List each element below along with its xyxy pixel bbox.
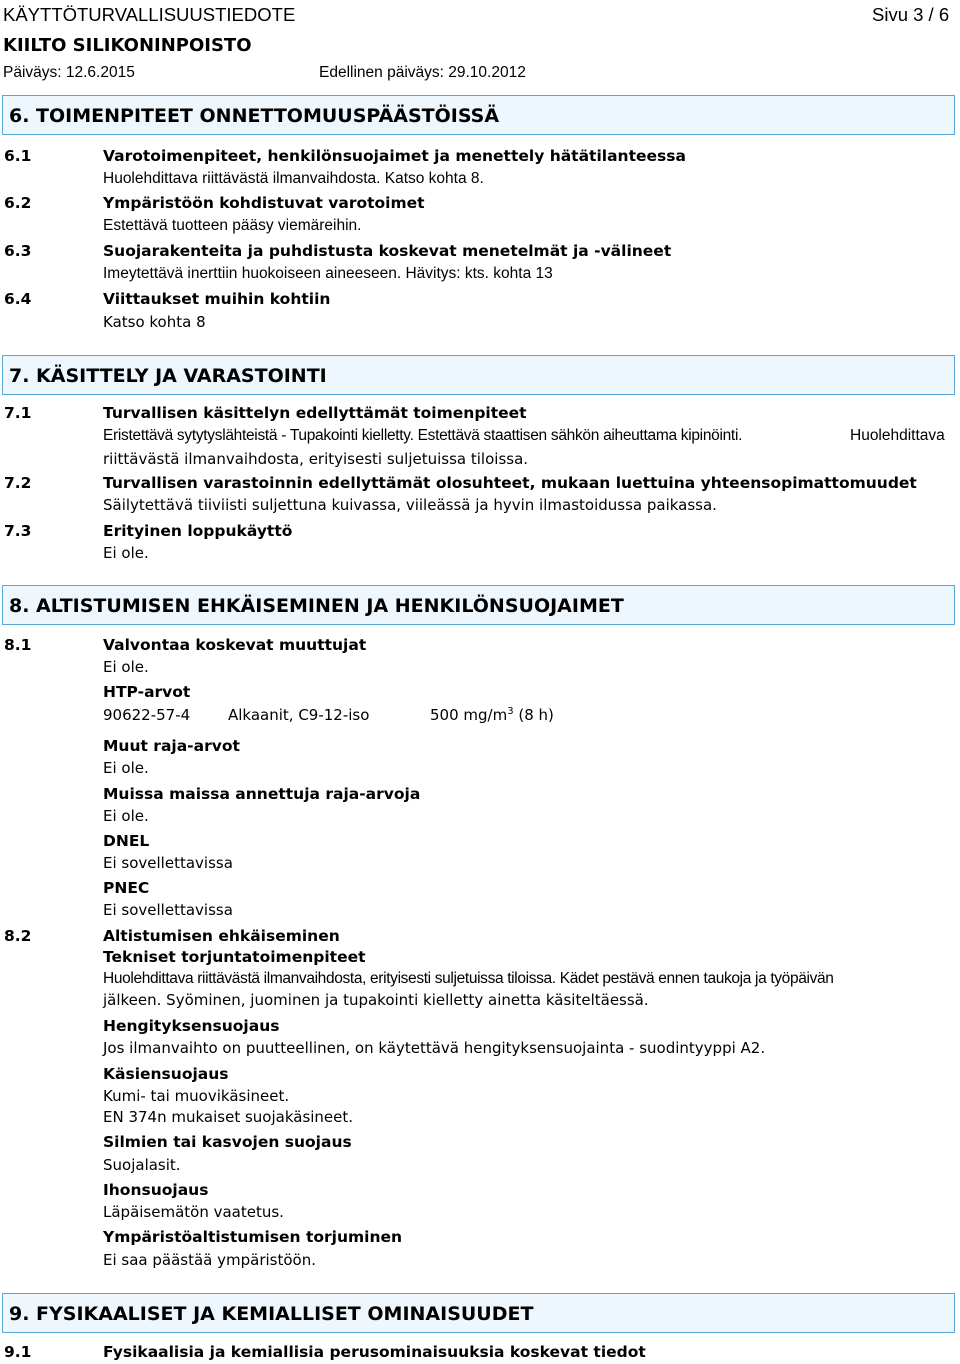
subsection-7-3-heading: Erityinen loppukäyttö [103, 522, 293, 540]
subsection-9-1-heading: Fysikaalisia ja kemiallisia perusominaisuuksia koskevat tiedot [103, 1343, 646, 1361]
ymparistoaltistuminen-text: Ei saa päästää ympäristöön. [103, 1251, 316, 1269]
htp-limit-value [430, 706, 554, 724]
date: Päiväys: 12.6.2015 [3, 64, 135, 81]
page-number: Sivu 3 / 6 [872, 4, 950, 25]
kasiensuojaus-heading: Käsiensuojaus [103, 1065, 229, 1083]
htp-value: 500 mg/m [430, 706, 508, 724]
section-7-title: 7. KÄSITTELY JA VARASTOINTI [9, 365, 327, 387]
subsection-6-2-number: 6.2 [4, 194, 32, 212]
ymparistoaltistuminen-heading: Ympäristöaltistumisen torjuminen [103, 1228, 403, 1246]
tekniset-text-line2: jälkeen. Syöminen, juominen ja tupakointi kielletty ainetta käsiteltäessä. [103, 991, 649, 1009]
muissa-maissa-heading: Muissa maissa annettuja raja-arvoja [103, 785, 421, 803]
subsection-7-2-number: 7.2 [4, 474, 32, 492]
muut-raja-arvot-heading: Muut raja-arvot [103, 737, 240, 755]
subsection-9-1-number: 9.1 [4, 1343, 32, 1361]
silmiensuojaus-text: Suojalasit. [103, 1156, 181, 1174]
silmiensuojaus-heading: Silmien tai kasvojen suojaus [103, 1133, 352, 1151]
subsection-7-3-text: Ei ole. [103, 544, 149, 562]
dnel-text: Ei sovellettavissa [103, 854, 233, 872]
kasiensuojaus-text-line1: Kumi- tai muovikäsineet. [103, 1087, 290, 1105]
htp-unit-exponent: 3 [507, 706, 514, 717]
htp-time: (8 h) [513, 706, 554, 724]
tekniset-text-line1: Huolehdittava riittävästä ilmanvaihdosta, erityisesti suljetuissa tiloissa. Kädet pestävä ennen taukoja ja työpäivän [103, 970, 834, 987]
tekniset-heading: Tekniset torjuntatoimenpiteet [103, 948, 366, 966]
pnec-text: Ei sovellettavissa [103, 901, 233, 919]
subsection-6-4-number: 6.4 [4, 290, 32, 308]
subsection-8-2-number: 8.2 [4, 927, 32, 945]
product-name: KIILTO SILIKONINPOISTO [3, 35, 252, 56]
subsection-6-1-number: 6.1 [4, 147, 32, 165]
subsection-7-3-number: 7.3 [4, 522, 32, 540]
subsection-8-1-number: 8.1 [4, 636, 32, 654]
subsection-7-1-number: 7.1 [4, 404, 32, 422]
section-9-header [2, 1293, 955, 1333]
ihonsuojaus-heading: Ihonsuojaus [103, 1181, 209, 1199]
htp-heading: HTP-arvot [103, 683, 191, 701]
hengityksensuojaus-text: Jos ilmanvaihto on puutteellinen, on käytettävä hengityksensuojainta - suodintyyppi A2. [103, 1039, 766, 1057]
dnel-heading: DNEL [103, 832, 150, 850]
section-9-title: 9. FYSIKAALISET JA KEMIALLISET OMINAISUUDET [9, 1303, 534, 1325]
subsection-8-2-heading: Altistumisen ehkäiseminen [103, 927, 340, 945]
section-6-title: 6. TOIMENPITEET ONNETTOMUUSPÄÄSTÖISSÄ [9, 105, 500, 127]
subsection-6-3-number: 6.3 [4, 242, 32, 260]
subsection-7-1-text-line2: riittävästä ilmanvaihdosta, erityisesti suljetuissa tiloissa. [103, 450, 529, 468]
htp-substance-name: Alkaanit, C9-12-iso [228, 706, 370, 724]
subsection-6-4-text: Katso kohta 8 [103, 313, 206, 331]
subsection-7-1-text-line1-end: Huolehdittava [850, 427, 945, 444]
subsection-7-2-heading: Turvallisen varastoinnin edellyttämät olosuhteet, mukaan luettuina yhteensopimattomuudet [103, 474, 917, 492]
section-6-header [2, 95, 955, 135]
subsection-6-2-heading: Ympäristöön kohdistuvat varotoimet [103, 194, 425, 212]
document-title: KÄYTTÖTURVALLISUUSTIEDOTE [3, 4, 296, 25]
subsection-6-2-text: Estettävä tuotteen pääsy viemäreihin. [103, 217, 362, 234]
subsection-7-1-heading: Turvallisen käsittelyn edellyttämät toimenpiteet [103, 404, 527, 422]
subsection-7-1-text-line1: Eristettävä sytytyslähteistä - Tupakointi kielletty. Estettävä staattisen sähkön aiheuttama kipinöinti. [103, 427, 743, 444]
pnec-heading: PNEC [103, 879, 150, 897]
section-8-title: 8. ALTISTUMISEN EHKÄISEMINEN JA HENKILÖNSUOJAIMET [9, 595, 624, 617]
subsection-8-1-heading: Valvontaa koskevat muuttujat [103, 636, 367, 654]
subsection-6-3-heading: Suojarakenteita ja puhdistusta koskevat menetelmät ja -välineet [103, 242, 672, 260]
kasiensuojaus-text-line2: EN 374n mukaiset suojakäsineet. [103, 1108, 354, 1126]
subsection-7-2-text: Säilytettävä tiiviisti suljettuna kuivassa, viileässä ja hyvin ilmastoidussa paikassa. [103, 496, 717, 514]
subsection-6-1-text: Huolehdittava riittävästä ilmanvaihdosta. Katso kohta 8. [103, 170, 484, 187]
section-8-header [2, 585, 955, 625]
subsection-6-4-heading: Viittaukset muihin kohtiin [103, 290, 331, 308]
section-7-header [2, 355, 955, 395]
ihonsuojaus-text: Läpäisemätön vaatetus. [103, 1203, 284, 1221]
subsection-8-1-text: Ei ole. [103, 658, 149, 676]
hengityksensuojaus-heading: Hengityksensuojaus [103, 1017, 280, 1035]
subsection-6-3-text: Imeytettävä inerttiin huokoiseen aineeseen. Hävitys: kts. kohta 13 [103, 265, 553, 282]
muut-raja-arvot-text: Ei ole. [103, 759, 149, 777]
muissa-maissa-text: Ei ole. [103, 807, 149, 825]
htp-cas-number: 90622-57-4 [103, 706, 191, 724]
subsection-6-1-heading: Varotoimenpiteet, henkilönsuojaimet ja menettely hätätilanteessa [103, 147, 686, 165]
previous-date: Edellinen päiväys: 29.10.2012 [319, 64, 526, 81]
